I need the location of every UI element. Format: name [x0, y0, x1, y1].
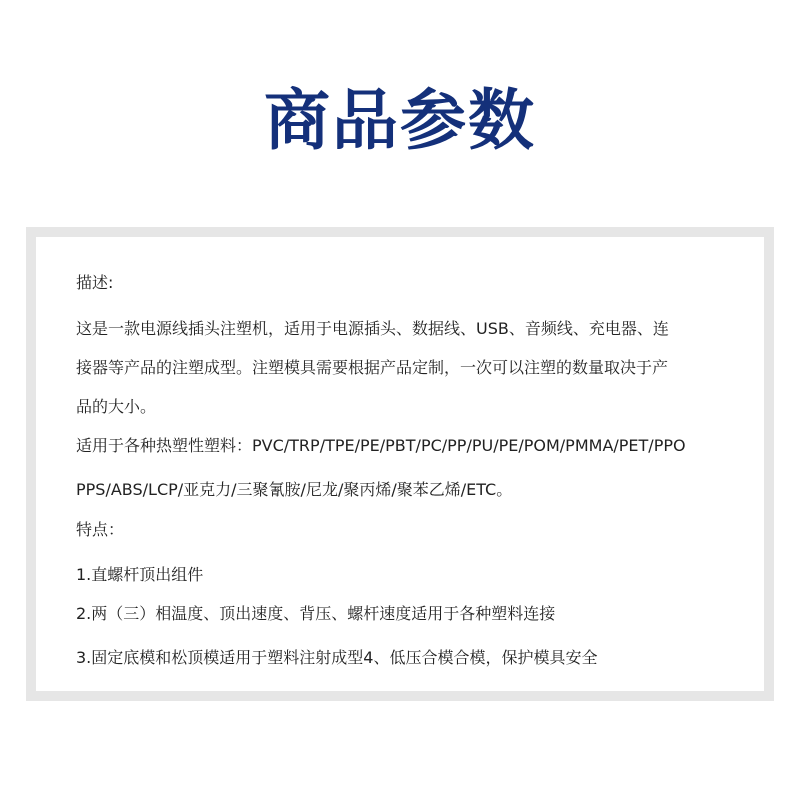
parameter-card-body — [36, 237, 764, 691]
page-title: 商品参数 — [264, 82, 536, 159]
description-line: 品的大小。 — [76, 397, 157, 416]
description-label: 描述: — [76, 273, 114, 292]
features-label: 特点： — [76, 520, 125, 539]
materials-line: 适用于各种热塑性塑料：PVC/TRP/TPE/PE/PBT/PC/PP/PU/PE/POM/PMMA/PET/PPO — [76, 436, 686, 455]
materials-line: PPS/ABS/LCP/亚克力/三聚氰胺/尼龙/聚丙烯/聚苯乙烯/ETC。 — [76, 480, 513, 499]
description-line: 这是一款电源线插头注塑机，适用于电源插头、数据线、USB、音频线、充电器、连 — [76, 319, 669, 338]
feature-item: 2.两（三）相温度、顶出速度、背压、螺杆速度适用于各种塑料连接 — [76, 604, 556, 623]
parameter-card — [26, 227, 774, 701]
feature-item: 3.固定底模和松顶模适用于塑料注射成型4、低压合模合模，保护模具安全 — [76, 648, 598, 667]
feature-item: 1.直螺杆顶出组件 — [76, 565, 204, 584]
description-line: 接器等产品的注塑成型。注塑模具需要根据产品定制，一次可以注塑的数量取决于产 — [76, 358, 669, 377]
